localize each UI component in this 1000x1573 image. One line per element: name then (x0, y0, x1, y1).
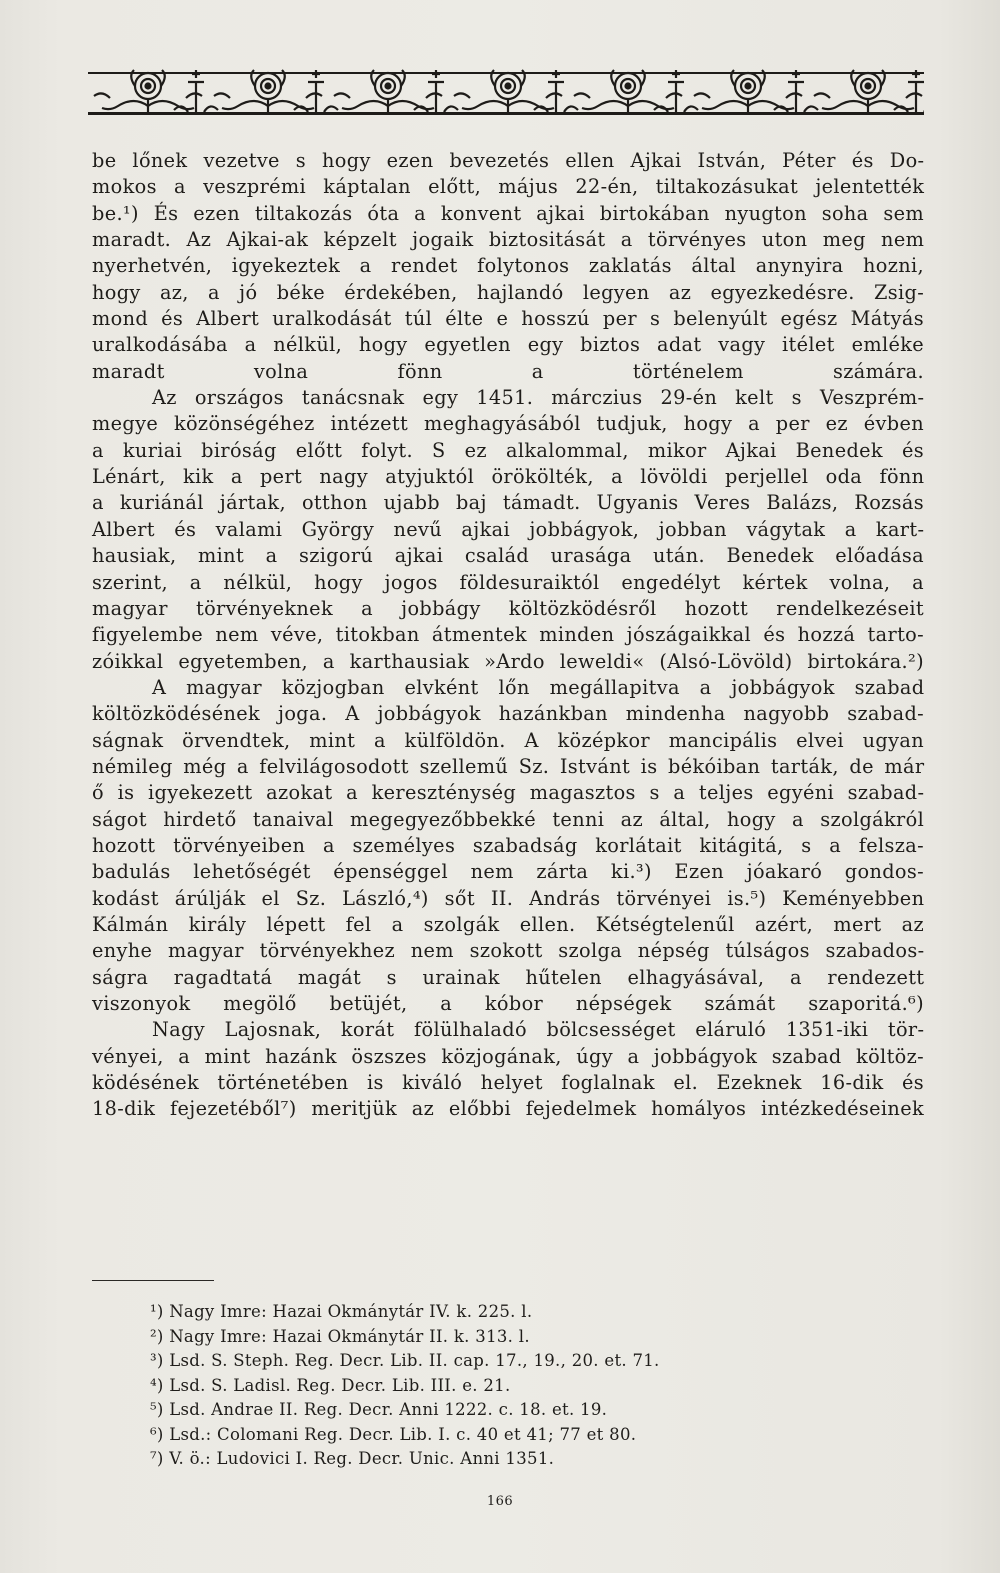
text-line: hozott törvényeiben a személyes szabadság korlátait kitágitá, s a felsza- (92, 833, 924, 857)
text-line: ságra ragadtatá magát s urainak hűtelen elhagyásával, a rendezett (92, 965, 925, 989)
text-line: badulás lehetőségét épenséggel nem zárta ki.³) Ezen jóakaró gondos- (92, 860, 924, 884)
footnote: ³) Lsd. S. Steph. Reg. Decr. Lib. II. cap. 17., 19., 20. et. 71. (150, 1351, 660, 1370)
text-line: Lénárt, kik a pert nagy atyjuktól örökölték, a lövöldi perjellel oda fönn (92, 465, 925, 489)
footnotes (150, 1300, 850, 1472)
text-line: megye közönségéhez intézett meghagyásából tudjuk, hogy a per ez évben (92, 412, 924, 436)
text-line: be lőnek vezetve s hogy ezen bevezetés ellen Ajkai István, Péter és Do- (92, 149, 925, 172)
footnote: ⁷) V. ö.: Ludovici I. Reg. Decr. Unic. Anni 1351. (150, 1449, 555, 1468)
text-line: enyhe magyar törvényekhez nem szokott szolga népség túlságos szabados- (92, 939, 925, 963)
text-line: figyelembe nem véve, titokban átmentek minden jószágaikkal és hozzá tarto- (92, 623, 924, 647)
text-line: maradt volna fönn a történelem számára. (92, 359, 924, 383)
page-number: 166 (486, 1494, 514, 1509)
text-line: A magyar közjogban elvként lőn megállapitva a jobbágyok szabad (152, 675, 925, 699)
paragraph (92, 1017, 924, 1122)
text-line: a kuriai biróság előtt folyt. S ez alkalommal, mikor Ajkai Benedek és (92, 438, 924, 462)
text-line: költözködésének joga. A jobbágyok hazánkban mindenha nagyobb szabad- (92, 702, 924, 726)
text-line: magyar törvényeknek a jobbágy költözködésről hozott rendelkezéseit (92, 596, 924, 620)
footnote: ¹) Nagy Imre: Hazai Okmánytár IV. k. 225. l. (150, 1302, 533, 1321)
text-line: Az országos tanácsnak egy 1451. márczius 29-én kelt s Veszprém- (152, 386, 925, 410)
text-line: be.¹) És ezen tiltakozás óta a konvent ajkai birtokában nyugton soha sem (92, 201, 924, 225)
text-line: mokos a veszprémi káptalan előtt, május 22-én, tiltakozásukat jelentették (92, 175, 925, 199)
text-line: maradt. Az Ajkai-ak képzelt jogaik biztositását a törvényes uton meg nem (92, 228, 925, 252)
text-line: viszonyok megölő betüjét, a kóbor népségek számát szaporitá.⁶) (92, 992, 924, 1015)
text-line: ságnak örvendtek, mint a külföldön. A középkor mancipális elvei ugyan (92, 728, 924, 752)
text-line: hogy az, a jó béke érdekében, hajlandó legyen az egyezkedésre. Zsig- (92, 280, 925, 304)
footnote: ⁴) Lsd. S. Ladisl. Reg. Decr. Lib. III. e. 21. (150, 1375, 511, 1395)
text-line: ködésének történetében is kiváló helyet foglalnak el. Ezeknek 16-dik és (92, 1071, 924, 1095)
text-line: zóikkal egyetemben, a karthausiak »Ardo leweldi« (Alsó-Lövöld) birtokára.²) (92, 649, 924, 673)
text-line: mond és Albert uralkodását túl élte e hosszú per s belenyúlt egész Mátyás (92, 307, 924, 331)
text-line: a kuriánál jártak, otthon ujabb baj támadt. Ugyanis Veres Balázs, Rozsás (92, 491, 924, 515)
paragraph (92, 675, 924, 1017)
paragraph (92, 148, 924, 385)
text-line: némileg még a felvilágosodott szellemű Sz. Istvánt is békóiban tarták, de már (92, 754, 925, 778)
floral-ornament-header (88, 60, 924, 120)
text-line: ő is igyekezett azokat a kereszténység magasztos s a teljes egyéni szabad- (92, 781, 925, 805)
footnote: ⁶) Lsd.: Colomani Reg. Decr. Lib. I. c. 40 et 41; 77 et 80. (150, 1424, 637, 1444)
footnote: ⁵) Lsd. Andrae II. Reg. Decr. Anni 1222. c. 18. et. 19. (150, 1400, 608, 1419)
text-line: 18-dik fejezetéből⁷) meritjük az előbbi fejedelmek homályos intézkedéseinek (92, 1097, 924, 1121)
footnote-divider (92, 1280, 214, 1281)
text-line: nyerhetvén, igyekeztek a rendet folytonos zaklatás által anynyira hozni, (92, 254, 924, 278)
text-line: Kálmán király lépett fel a szolgák ellen. Kétségtelenűl azért, mert az (92, 912, 924, 936)
body-text (92, 148, 924, 1123)
text-line: Nagy Lajosnak, korát fölülhaladó bölcsességet eláruló 1351-iki tör- (152, 1018, 925, 1042)
text-line: Albert és valami György nevű ajkai jobbágyok, jobban vágytak a kart- (92, 517, 925, 541)
text-line: szerint, a nélkül, hogy jogos földesuraiktól engedélyt kértek volna, a (92, 570, 924, 594)
text-line: ságot hirdető tanaival megegyezőbbekké tenni az által, hogy a szolgákról (92, 807, 925, 831)
footnote: ²) Nagy Imre: Hazai Okmánytár II. k. 313. l. (150, 1326, 530, 1346)
paragraph (92, 385, 924, 675)
text-line: uralkodásába a nélkül, hogy egyetlen egy biztos adat vagy itélet emléke (92, 333, 925, 357)
text-line: hausiak, mint a szigorú ajkai család urasága után. Benedek előadása (92, 544, 924, 568)
text-line: kodást árúlják el Sz. László,⁴) sőt II. András törvényei is.⁵) Keményebben (92, 886, 925, 910)
text-line: vényei, a mint hazánk öszszes közjogának, úgy a jobbágyok szabad költöz- (92, 1044, 924, 1068)
